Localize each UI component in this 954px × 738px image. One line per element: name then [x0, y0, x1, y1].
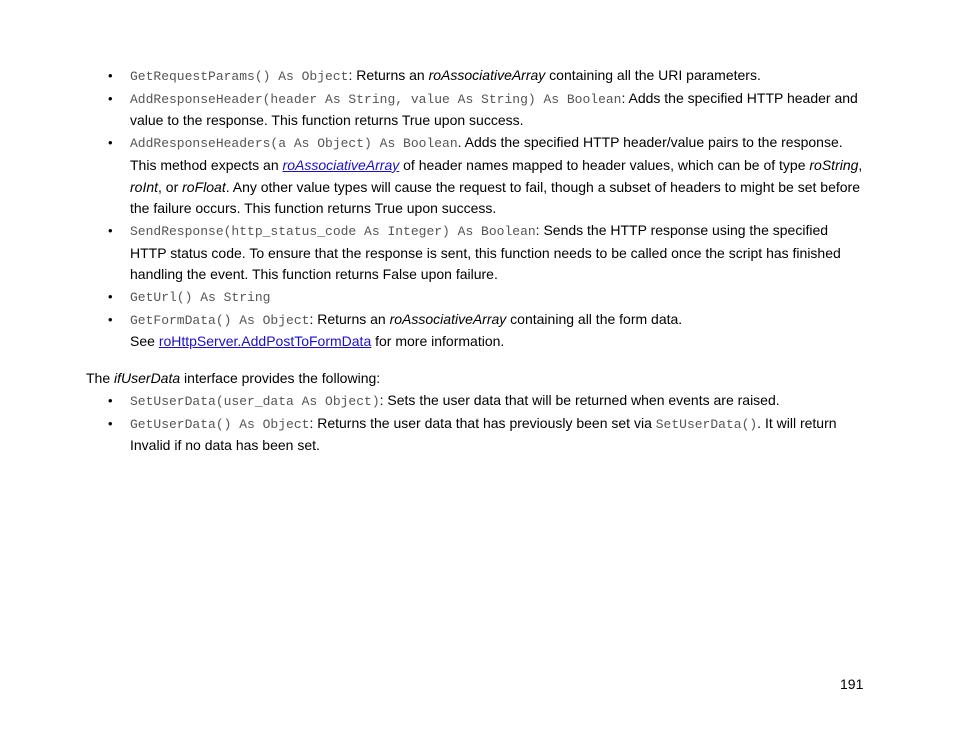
- method-description: . Adds the specified HTTP header/value pairs to the response. This method expects an: [130, 134, 843, 173]
- list-item: [108, 286, 868, 309]
- method-description: : Returns the user data that has previously been set via: [309, 414, 656, 431]
- list-item: [108, 88, 868, 132]
- bullet-icon: •: [108, 393, 113, 408]
- inline-code: SetUserData(): [655, 416, 758, 432]
- method-description: containing all the form data.: [506, 310, 683, 327]
- method-description: : Adds the specified HTTP header and value to the response. This function returns True upon success.: [130, 89, 858, 129]
- list-item: [108, 390, 868, 413]
- intro-text: The: [86, 370, 115, 386]
- method-signature: GetUserData() As Object: [130, 416, 310, 432]
- userdata-method-list: [108, 390, 868, 457]
- method-description: . Any other value types will cause the request to fail, though a subset of headers to might be set before the failure occurs. This function returns True upon success.: [130, 178, 860, 217]
- list-item: [108, 309, 868, 353]
- interface-name: ifUserData: [114, 370, 181, 386]
- separator: ,: [858, 156, 863, 173]
- method-description: : Sets the user data that will be returned when events are raised.: [379, 392, 780, 408]
- page-number: 191: [840, 676, 864, 692]
- bullet-icon: •: [108, 90, 113, 106]
- list-item: [108, 65, 868, 88]
- bullet-icon: •: [108, 68, 113, 83]
- method-signature: AddResponseHeaders(a As Object) As Boolean: [130, 136, 458, 152]
- list-item: [108, 220, 868, 286]
- type-name: roAssociativeArray: [389, 310, 507, 327]
- intro-text: interface provides the following:: [180, 370, 381, 386]
- type-name: roFloat: [182, 178, 226, 195]
- type-name: roAssociativeArray: [428, 67, 546, 83]
- method-description: : Returns an: [309, 310, 390, 327]
- api-method-list: [108, 65, 868, 353]
- list-item: [108, 413, 868, 457]
- method-signature: GetFormData() As Object: [130, 312, 310, 328]
- method-signature: GetUrl() As String: [130, 290, 271, 306]
- method-description: : Returns an: [348, 67, 429, 83]
- list-item: [108, 132, 868, 220]
- method-signature: AddResponseHeader(header As String, value As String) As Boolean: [130, 91, 622, 107]
- bullet-icon: •: [108, 135, 113, 151]
- bullet-icon: •: [108, 289, 113, 305]
- bullet-icon: •: [108, 415, 113, 431]
- method-description: containing all the URI parameters.: [545, 67, 761, 83]
- addposttoformdata-link[interactable]: roHttpServer.AddPostToFormData: [158, 333, 372, 350]
- type-name: roString: [809, 156, 859, 173]
- roassociativearray-link[interactable]: roAssociativeArray: [282, 156, 400, 173]
- method-signature: SendResponse(http_status_code As Integer) As Boolean: [130, 223, 536, 239]
- method-description: . It will return Invalid if no data has been set.: [130, 414, 837, 454]
- separator: , or: [158, 178, 183, 195]
- see-also-text: See: [130, 333, 159, 350]
- method-description: for more information.: [371, 333, 505, 350]
- method-description: of header names mapped to header values, which can be of type: [399, 156, 810, 173]
- method-description: : Sends the HTTP response using the specified HTTP status code. To ensure that the response is sent, this function needs to be called once the script has finished handling the event. This function returns False upon failure.: [130, 221, 841, 283]
- type-name: roInt: [130, 178, 159, 195]
- ifuserdata-intro: [86, 368, 380, 390]
- method-signature: SetUserData(user_data As Object): [130, 394, 380, 409]
- bullet-icon: •: [108, 311, 113, 327]
- method-signature: GetRequestParams() As Object: [130, 69, 349, 84]
- bullet-icon: •: [108, 222, 113, 238]
